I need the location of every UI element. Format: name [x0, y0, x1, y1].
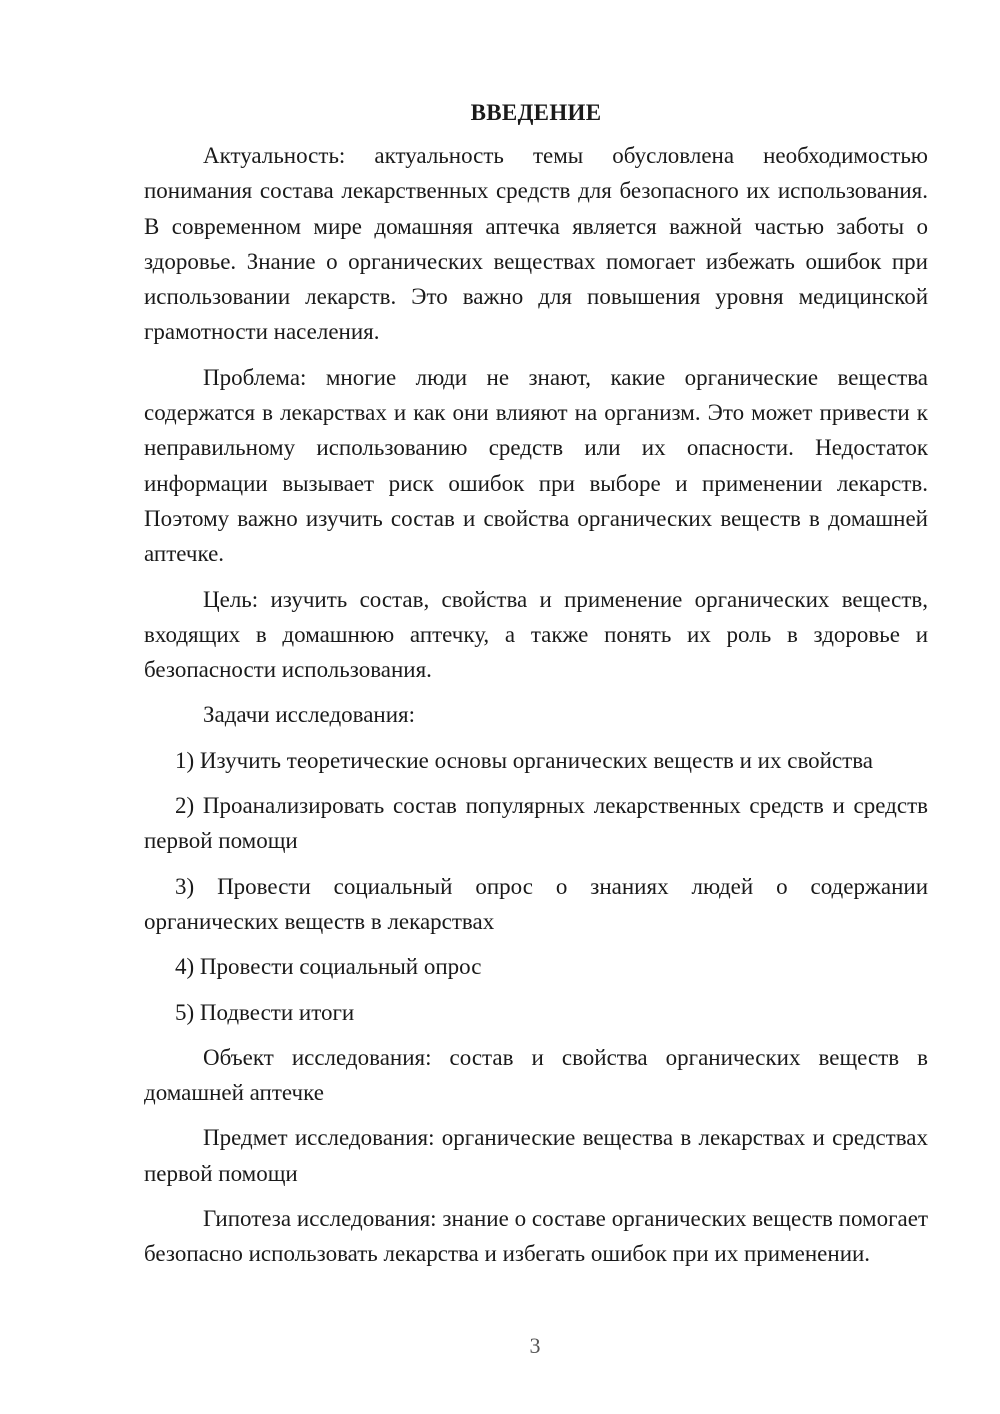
- paragraph-hypothesis: Гипотеза исследования: знание о составе органических веществ помогает безопасно использовать лекарства и избегать ошибок при их применении.: [144, 1206, 928, 1267]
- page-content: [144, 95, 928, 1282]
- paragraph-subject: Предмет исследования: органические вещества в лекарствах и средствах первой помощи: [144, 1125, 928, 1186]
- page-title: ВВЕДЕНИЕ: [470, 100, 602, 125]
- paragraph-object: Объект исследования: состав и свойства органических веществ в домашней аптечке: [144, 1044, 928, 1106]
- task-item: 3) Провести социальный опрос о знаниях людей о содержании органических веществ в лекарствах: [144, 873, 928, 934]
- task-item: 4) Провести социальный опрос: [175, 954, 482, 980]
- task-item: 2) Проанализировать состав популярных лекарственных средств и средств первой помощи: [144, 793, 928, 854]
- page-number: 3: [529, 1333, 541, 1358]
- task-item: 5) Подвести итоги: [175, 999, 355, 1025]
- task-item: 1) Изучить теоретические основы органических веществ и их свойства: [175, 747, 873, 773]
- paragraph-problem: Проблема: многие люди не знают, какие органические вещества содержатся в лекарствах и как они влияют на организм. Это может привести к неправильному использованию средств или их опасности. Недостаток информации вызывает риск ошибок при выборе и применении лекарств. Поэтому важно изучить состав и свойства органических веществ в домашней аптечке.: [144, 364, 928, 567]
- paragraph-relevance: Актуальность: актуальность темы обусловлена необходимостью понимания состава лекарственных средств для безопасного их использования. В современном мире домашняя аптечка является важной частью заботы о здоровье. Знание о органических веществах помогает избежать ошибок при использовании лекарств. Это важно для повышения уровня медицинской грамотности населения.: [144, 143, 928, 345]
- paragraph-goal: Цель: изучить состав, свойства и применение органических веществ, входящих в домашнюю аптечку, а также понять их роль в здоровье и безопасности использования.: [144, 586, 928, 683]
- tasks-heading: Задачи исследования:: [203, 702, 416, 728]
